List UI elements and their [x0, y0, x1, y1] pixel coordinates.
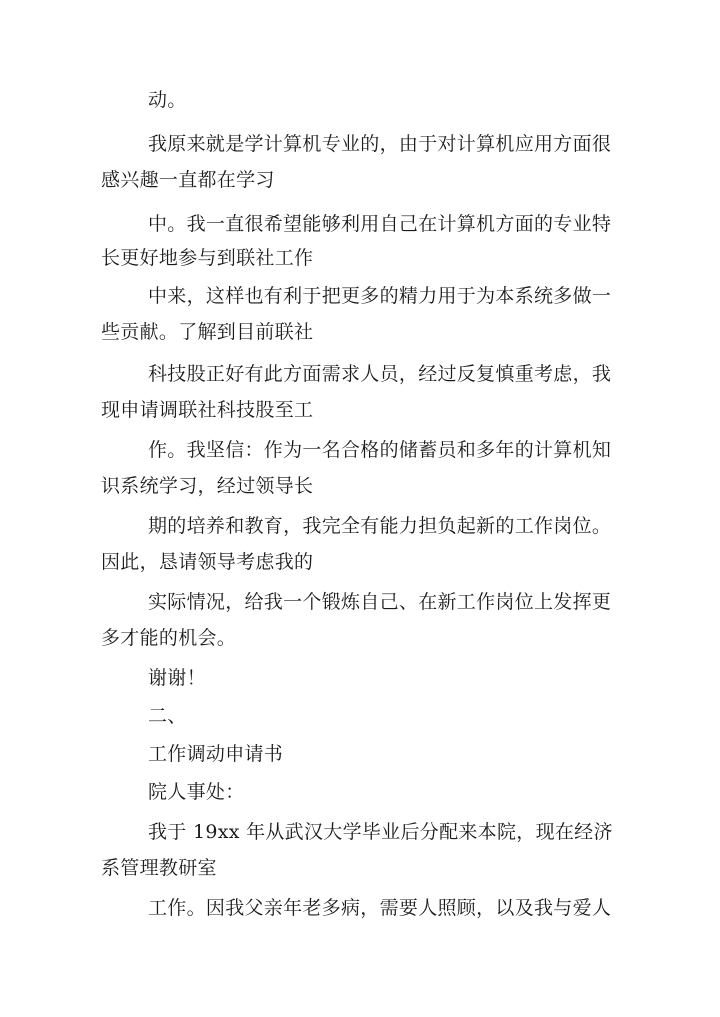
- paragraph-line: 我于 19xx 年从武汉大学毕业后分配来本院，现在经济: [148, 821, 613, 843]
- paragraph-line: 实际情况，给我一个锻炼自己、在新工作岗位上发挥更: [148, 591, 612, 613]
- paragraph-line: 些贡献。了解到目前联社: [101, 321, 314, 343]
- paragraph-line: 多才能的机会。: [101, 627, 237, 649]
- paragraph-line: 中。我一直很希望能够利用自己在计算机方面的专业特: [148, 213, 612, 235]
- section-title: 工作调动申请书: [148, 743, 284, 765]
- paragraph-line: 谢谢！: [148, 667, 206, 689]
- paragraph-line: 我原来就是学计算机专业的，由于对计算机应用方面很: [148, 133, 612, 155]
- paragraph-line: 识系统学习，经过领导长: [101, 475, 314, 497]
- paragraph-line: 工作。因我父亲年老多病，需要人照顾，以及我与爱人: [148, 897, 612, 919]
- section-number: 二、: [148, 705, 187, 727]
- paragraph-line: 动。: [148, 89, 187, 111]
- paragraph-line: 系管理教研室: [101, 857, 217, 879]
- paragraph-line: 长更好地参与到联社工作: [101, 247, 314, 269]
- paragraph-line: 因此，恳请领导考虑我的: [101, 551, 314, 573]
- paragraph-line: 作。我坚信：作为一名合格的储蓄员和多年的计算机知: [148, 439, 612, 461]
- salutation: 院人事处：: [148, 781, 245, 803]
- paragraph-line: 期的培养和教育，我完全有能力担负起新的工作岗位。: [148, 515, 612, 537]
- paragraph-line: 感兴趣一直都在学习: [101, 169, 275, 191]
- paragraph-line: 中来，这样也有利于把更多的精力用于为本系统多做一: [148, 285, 612, 307]
- paragraph-line: 科技股正好有此方面需求人员，经过反复慎重考虑，我: [148, 363, 612, 385]
- paragraph-line: 现申请调联社科技股至工: [101, 399, 314, 421]
